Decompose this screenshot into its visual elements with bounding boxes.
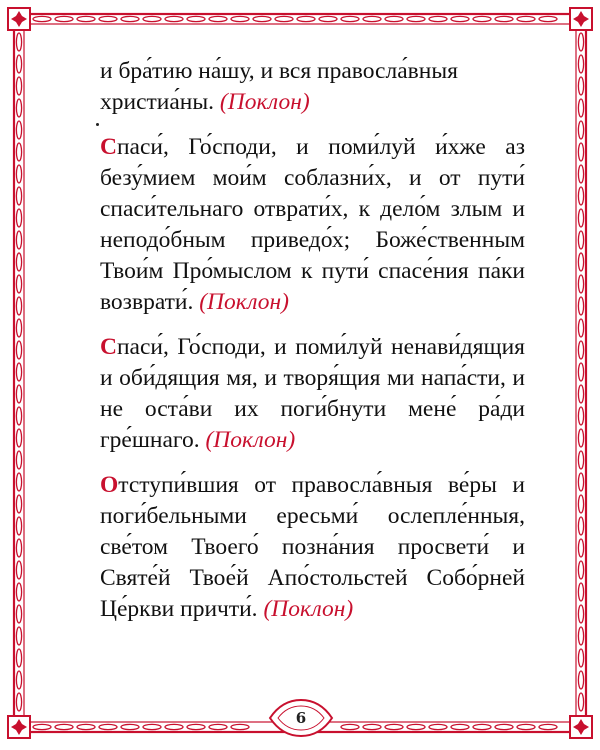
chain-link [16, 363, 21, 381]
chain-link [16, 429, 21, 447]
chain-link [578, 605, 583, 623]
chain-link [385, 16, 403, 21]
chain-link [16, 539, 21, 557]
chain-link [16, 627, 21, 645]
chain-link [578, 143, 583, 161]
chain-link [578, 363, 583, 381]
chain-link [578, 583, 583, 601]
chain-link [77, 16, 95, 21]
chain-link [578, 297, 583, 315]
chain-link [578, 77, 583, 95]
paragraph-4 [100, 470, 525, 625]
chain-link [16, 121, 21, 139]
chain-link [16, 451, 21, 469]
chain-link [578, 495, 583, 513]
chain-link [16, 187, 21, 205]
chain-link [578, 319, 583, 337]
chain-link [517, 16, 535, 21]
chain-link [55, 724, 73, 729]
chain-link [187, 724, 205, 729]
chain-link [319, 16, 337, 21]
chain-link [16, 649, 21, 667]
chain-link [578, 99, 583, 117]
chain-link [495, 16, 513, 21]
chain-link [407, 724, 425, 729]
chain-link [297, 16, 315, 21]
chain-link [253, 16, 271, 21]
corner-ornament-top-left [8, 8, 30, 30]
chain-link [517, 724, 535, 729]
chain-link [578, 671, 583, 689]
chain-link [16, 605, 21, 623]
paragraph-text: паси́, Го́споди, и поми́луй ненави́дящия и оби́дящия мя, и творя́щия ми напа́сти, и не оста́ви их поги́бнути мене́ ра́ди гре́шнаго. [100, 334, 525, 453]
bow-rubric: (Поклон) [219, 89, 310, 115]
chain-link [99, 16, 117, 21]
chain-link [578, 385, 583, 403]
chain-link [165, 16, 183, 21]
chain-link [16, 517, 21, 535]
chain-link [578, 341, 583, 359]
chain-link [578, 55, 583, 73]
stray-dot [96, 123, 99, 126]
chain-link [16, 693, 21, 711]
bow-rubric: (Поклон) [199, 289, 290, 315]
chain-link [578, 253, 583, 271]
chain-link [578, 627, 583, 645]
chain-link [16, 385, 21, 403]
chain-link [16, 275, 21, 293]
chain-link [121, 724, 139, 729]
chain-link [578, 429, 583, 447]
chain-link [578, 231, 583, 249]
chain-link [16, 77, 21, 95]
chain-link [451, 16, 469, 21]
drop-cap: О [100, 472, 119, 498]
chain-link [578, 209, 583, 227]
chain-link [16, 495, 21, 513]
paragraph-text: тступи́вшия от правосла́вныя ве́ры и поги́бельными ересьми́ ослепле́нныя, све́том Твоего́ позна́ния просвети́ и Святе́й Твое́й Апо́стольстей Собо́рней Це́ркви причти́. [100, 472, 525, 622]
chain-link [16, 99, 21, 117]
chain-link [578, 275, 583, 293]
prayer-text [100, 56, 525, 639]
chain-link [231, 16, 249, 21]
chain-link [341, 16, 359, 21]
chain-link [209, 16, 227, 21]
chain-link [578, 561, 583, 579]
chain-link [187, 16, 205, 21]
corner-ornament-bottom-right [570, 716, 592, 738]
chain-link [275, 16, 293, 21]
chain-link [16, 297, 21, 315]
chain-link [539, 724, 557, 729]
corner-ornament-top-right [570, 8, 592, 30]
chain-link [407, 16, 425, 21]
chain-link [539, 16, 557, 21]
chain-link [578, 517, 583, 535]
drop-cap: С [100, 334, 117, 360]
chain-link [495, 724, 513, 729]
chain-link [16, 253, 21, 271]
chain-link [209, 724, 227, 729]
chain-link [451, 724, 469, 729]
chain-link [16, 165, 21, 183]
chain-link [16, 561, 21, 579]
chain-link [385, 724, 403, 729]
chain-link [16, 671, 21, 689]
chain-link [578, 473, 583, 491]
chain-link [16, 341, 21, 359]
chain-link [473, 724, 491, 729]
paragraph-1 [100, 56, 525, 118]
chain-link [143, 724, 161, 729]
chain-link [55, 16, 73, 21]
chain-link [578, 693, 583, 711]
chain-link [429, 16, 447, 21]
paragraph-text: и бра́тию на́шу, и вся правосла́вныя христиа́ны. [100, 58, 458, 115]
chain-link [16, 319, 21, 337]
chain-link [16, 407, 21, 425]
chain-link [578, 165, 583, 183]
chain-link [99, 724, 117, 729]
chain-link [16, 143, 21, 161]
chain-link [16, 55, 21, 73]
chain-link [33, 16, 51, 21]
chain-link [16, 33, 21, 51]
chain-link [578, 407, 583, 425]
chain-link [77, 724, 95, 729]
chain-link [363, 724, 381, 729]
chain-link [578, 451, 583, 469]
paragraph-3 [100, 332, 525, 456]
chain-link [578, 121, 583, 139]
paragraph-text: паси́, Го́споди, и поми́луй и́хже аз безу́мием мои́м соблазни́х, и от пути́ спаси́тельнаго отврати́х, к дело́м злым и неподо́бным приведо́х; Боже́ственным Твои́м Про́мыслом к пути́ спасе́ния па́ки возврати́. [100, 134, 525, 315]
chain-link [16, 231, 21, 249]
chain-link [429, 724, 447, 729]
chain-link [33, 724, 51, 729]
chain-link [578, 539, 583, 557]
chain-link [473, 16, 491, 21]
corner-ornament-bottom-left [8, 716, 30, 738]
chain-link [16, 209, 21, 227]
chain-link [578, 187, 583, 205]
chain-link [341, 724, 359, 729]
chain-link [578, 33, 583, 51]
bow-rubric: (Поклон) [205, 427, 296, 453]
drop-cap: С [100, 134, 117, 160]
bow-rubric: (Поклон) [263, 596, 354, 622]
chain-link [231, 724, 249, 729]
chain-link [143, 16, 161, 21]
chain-link [578, 649, 583, 667]
paragraph-2 [100, 132, 525, 318]
page-number: 6 [295, 709, 307, 727]
chain-link [165, 724, 183, 729]
chain-link [121, 16, 139, 21]
chain-link [363, 16, 381, 21]
chain-link [16, 473, 21, 491]
chain-link [16, 583, 21, 601]
